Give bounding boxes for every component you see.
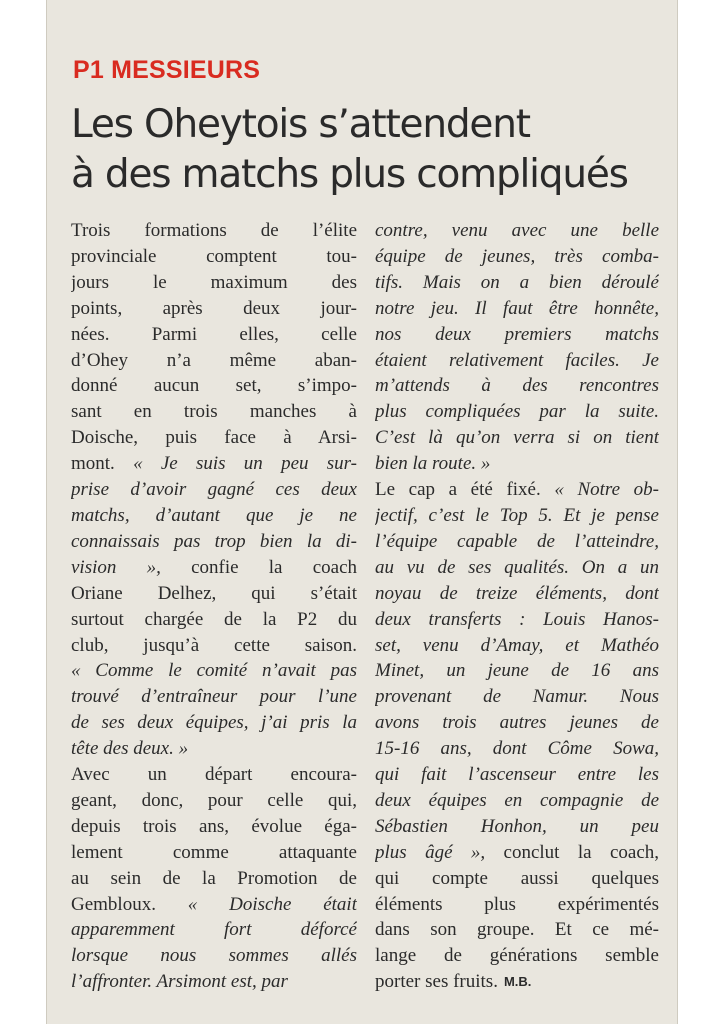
text-fragment: Gembloux.: [71, 893, 188, 915]
text-line: [375, 503, 659, 529]
text-line: [71, 270, 357, 296]
headline: [71, 100, 628, 200]
text-line: [375, 399, 659, 425]
text-fragment: surtout chargée de la P2 du: [71, 608, 357, 630]
quote-fragment: prise d’avoir gagné ces deux: [71, 479, 357, 501]
text-line: [375, 892, 659, 918]
quote-fragment: C’est là qu’on verra si on tient: [375, 427, 659, 449]
text-line: [375, 866, 659, 892]
quote-fragment: deux équipes en compagnie de: [375, 789, 659, 811]
text-line: [71, 425, 357, 451]
text-fragment: porter ses fruits.: [375, 971, 498, 993]
text-line: [375, 425, 659, 451]
text-fragment: lange de générations semble: [375, 945, 659, 967]
text-fragment: éléments plus expérimentés: [375, 893, 659, 915]
quote-fragment: 15-16 ans, dont Côme Sowa,: [375, 738, 659, 760]
text-fragment: geant, donc, pour celle qui,: [71, 789, 357, 811]
text-line: [71, 633, 357, 659]
quote-fragment: Sébastien Honhon, un peu: [375, 815, 659, 837]
text-fragment: nées. Parmi elles, celle: [71, 323, 357, 345]
text-fragment: jours le maximum des: [71, 271, 357, 293]
quote-fragment: contre, venu avec une belle: [375, 220, 659, 241]
section-rubric: P1 MESSIEURS: [73, 56, 261, 84]
text-line: [375, 607, 659, 633]
text-fragment: Oriane Delhez, qui s’était: [71, 582, 357, 604]
text-fragment: Trois formations de l’élite: [71, 220, 357, 241]
text-line: [71, 399, 357, 425]
text-line: [375, 684, 659, 710]
text-fragment: mont.: [71, 453, 134, 475]
article-column-right: [375, 218, 659, 995]
quote-fragment: notre jeu. Il faut être honnête,: [375, 297, 659, 319]
quote-fragment: lorsque nous sommes allés: [71, 945, 357, 967]
quote-fragment: l’équipe capable de l’atteindre,: [375, 530, 659, 552]
text-line: [375, 581, 659, 607]
text-line: [71, 788, 357, 814]
text-line: [375, 270, 659, 296]
text-line: [375, 451, 659, 477]
text-line: [71, 943, 357, 969]
text-fragment: au sein de la Promotion de: [71, 867, 357, 889]
quote-fragment: bien la route. »: [375, 453, 491, 475]
quote-fragment: provenant de Namur. Nous: [375, 686, 659, 708]
quote-fragment: avons trois autres jeunes de: [375, 712, 659, 734]
text-line: [375, 348, 659, 374]
quote-fragment: équipe de jeunes, très comba-: [375, 245, 659, 267]
quote-fragment: jectif, c’est le Top 5. Et je pense: [375, 504, 659, 526]
quote-fragment: vision »,: [71, 556, 192, 578]
quote-fragment: « Comme le comité n’avait pas: [71, 660, 357, 682]
text-line: [375, 658, 659, 684]
quote-fragment: apparemment fort déforcé: [71, 919, 357, 941]
quote-fragment: matchs, d’autant que je ne: [71, 504, 357, 526]
text-fragment: qui compte aussi quelques: [375, 867, 659, 889]
text-line: [71, 710, 357, 736]
newspaper-clipping: [46, 0, 678, 1024]
text-line: [375, 969, 659, 995]
text-line: [375, 633, 659, 659]
text-line: [375, 814, 659, 840]
text-line: [71, 658, 357, 684]
text-line: [375, 218, 659, 244]
quote-fragment: « Notre ob-: [554, 479, 659, 501]
text-fragment: lement comme attaquante: [71, 841, 357, 863]
quote-fragment: étaient relativement faciles. Je: [375, 349, 659, 371]
text-line: [375, 555, 659, 581]
text-line: [71, 736, 357, 762]
text-line: [71, 840, 357, 866]
article-column-left: [71, 218, 357, 995]
quote-fragment: « Doische était: [187, 893, 357, 915]
text-line: [375, 477, 659, 503]
quote-fragment: l’affronter. Arsimont est, par: [71, 971, 288, 993]
quote-fragment: trouvé d’entraîneur pour l’une: [71, 686, 357, 708]
text-line: [71, 218, 357, 244]
text-line: [71, 684, 357, 710]
text-line: [71, 296, 357, 322]
text-line: [71, 969, 357, 995]
quote-fragment: de ses deux équipes, j’ai pris la: [71, 712, 357, 734]
text-line: [71, 322, 357, 348]
text-line: [71, 348, 357, 374]
text-fragment: Avec un départ encoura-: [71, 764, 357, 786]
text-line: [71, 529, 357, 555]
text-fragment: conclut la coach,: [503, 841, 659, 863]
headline-line: Les Oheytois s’attendent: [71, 102, 530, 147]
quote-fragment: tête des deux. »: [71, 738, 189, 760]
text-fragment: confie la coach: [191, 556, 357, 578]
text-line: [375, 296, 659, 322]
text-line: [375, 943, 659, 969]
quote-fragment: connaissais pas trop bien la di-: [71, 530, 357, 552]
quote-fragment: plus âgé »,: [375, 841, 504, 863]
text-line: [71, 555, 357, 581]
quote-fragment: set, venu d’Amay, et Mathéo: [375, 634, 659, 656]
text-line: [375, 736, 659, 762]
text-line: [71, 477, 357, 503]
text-fragment: Le cap a été fixé.: [375, 479, 555, 501]
quote-fragment: tifs. Mais on a bien déroulé: [375, 271, 659, 293]
quote-fragment: plus compliquées par la suite.: [375, 401, 659, 423]
text-fragment: club, jusqu’à cette saison.: [71, 634, 357, 656]
quote-fragment: noyau de treize éléments, dont: [375, 582, 659, 604]
text-line: [375, 840, 659, 866]
text-line: [71, 607, 357, 633]
text-fragment: depuis trois ans, évolue éga-: [71, 815, 357, 837]
text-fragment: sant en trois manches à: [71, 401, 357, 423]
text-line: [375, 373, 659, 399]
text-fragment: Doische, puis face à Arsi-: [71, 427, 357, 449]
quote-fragment: « Je suis un peu sur-: [133, 453, 357, 475]
headline-line: à des matchs plus compliqués: [71, 152, 628, 197]
text-line: [375, 710, 659, 736]
text-fragment: donné aucun set, s’impo-: [71, 375, 357, 397]
text-line: [71, 762, 357, 788]
author-byline: M.B.: [503, 974, 532, 990]
text-line: [71, 814, 357, 840]
quote-fragment: nos deux premiers matchs: [375, 323, 659, 345]
text-line: [375, 244, 659, 270]
quote-fragment: au vu de ses qualités. On a un: [375, 556, 659, 578]
text-fragment: points, après deux jour-: [71, 297, 357, 319]
quote-fragment: qui fait l’ascenseur entre les: [375, 764, 659, 786]
text-line: [375, 788, 659, 814]
quote-fragment: m’attends à des rencontres: [375, 375, 659, 397]
text-fragment: dans son groupe. Et ce mé-: [375, 919, 659, 941]
text-line: [71, 581, 357, 607]
text-line: [71, 451, 357, 477]
quote-fragment: deux transferts : Louis Hanos-: [375, 608, 659, 630]
text-line: [375, 762, 659, 788]
text-line: [375, 322, 659, 348]
text-line: [375, 529, 659, 555]
text-line: [71, 892, 357, 918]
text-line: [71, 866, 357, 892]
text-line: [375, 917, 659, 943]
text-fragment: d’Ohey n’a même aban-: [71, 349, 357, 371]
text-line: [71, 244, 357, 270]
quote-fragment: Minet, un jeune de 16 ans: [375, 660, 659, 682]
text-line: [71, 917, 357, 943]
text-fragment: provinciale comptent tou-: [71, 245, 357, 267]
text-line: [71, 503, 357, 529]
text-line: [71, 373, 357, 399]
